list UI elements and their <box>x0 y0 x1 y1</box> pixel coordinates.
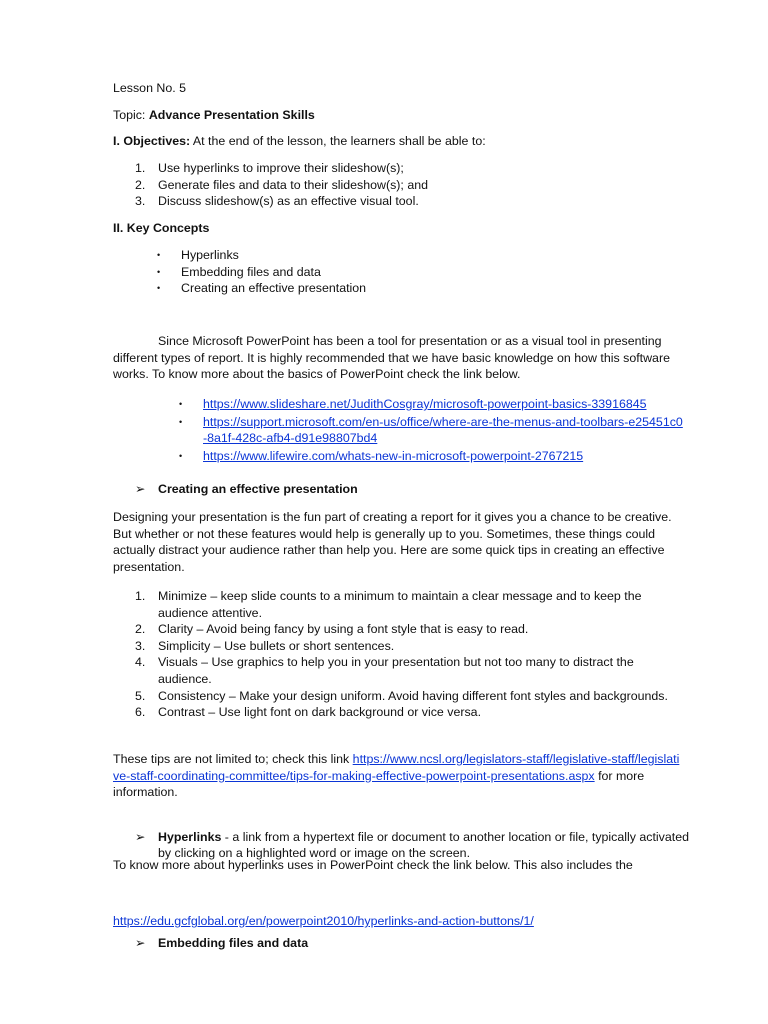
list-item: 2. Clarity – Avoid being fancy by using a font style that is easy to read. <box>135 622 529 637</box>
bullet-icon: • <box>179 399 183 409</box>
list-item <box>113 414 683 447</box>
topic-value: Advance Presentation Skills <box>148 108 315 122</box>
topic-label: Topic: <box>113 108 146 122</box>
list-item: • Creating an effective presentation <box>157 281 367 296</box>
basic-links-list <box>113 396 683 464</box>
lesson-number: Lesson No. 5 <box>113 81 187 95</box>
arrow-bullet-icon: ➢ <box>135 482 146 496</box>
effective-heading: ➢ Creating an effective presentation <box>135 482 358 496</box>
tips-list <box>113 588 683 721</box>
list-item <box>113 396 683 413</box>
objectives-heading <box>113 133 683 150</box>
list-item: 1. Use hyperlinks to improve their slideshow(s); <box>135 161 404 175</box>
more-info-paragraph: These tips are not limited to; check this link https://www.ncsl.org/legislators-staff/legislative-staff/legislative-staff-coordinating-committee/tips-for-making-effective-powerpoint-presentations.aspx for more information. <box>113 752 680 800</box>
hyperlinks-paragraph: To know more about hyperlinks uses in PowerPoint check the link below. This also includes the <box>113 858 633 872</box>
objectives-intro: At the end of the lesson, the learners shall be able to: <box>192 134 486 148</box>
final-link-line <box>113 913 683 930</box>
list-item: 2. Generate files and data to their slideshow(s); and <box>135 177 428 192</box>
bullet-icon: • <box>157 283 161 294</box>
list-item: 6. Contrast – Use light font on dark background or vice versa. <box>135 705 482 720</box>
effective-paragraph: Designing your presentation is the fun part of creating a report for it gives you a chance to be creative. But whether or not these features would help is generally up to you. Sometimes, these things could actually distract your audience rather than help you. Here are some quick tips in creating an effective presentation. <box>113 510 672 574</box>
list-item: 3. Discuss slideshow(s) as an effective visual tool. <box>135 194 419 209</box>
list-item: 1. Minimize – keep slide counts to a minimum to maintain a clear message and to keep the audience attentive. <box>135 589 642 620</box>
link-gcfglobal[interactable]: https://edu.gcfglobal.org/en/powerpoint2010/hyperlinks-and-action-buttons/1/ <box>113 914 534 928</box>
list-item: • Hyperlinks <box>157 248 239 262</box>
arrow-bullet-icon: ➢ <box>135 935 146 950</box>
list-item: • Embedding files and data <box>157 264 321 279</box>
bullet-icon: • <box>179 416 183 427</box>
bullet-icon: • <box>157 250 161 260</box>
link-slideshare[interactable]: https://www.slideshare.net/JudithCosgray/microsoft-powerpoint-basics-33916845 <box>203 397 647 411</box>
list-item: 3. Simplicity – Use bullets or short sentences. <box>135 638 395 653</box>
objectives-label: I. Objectives: <box>113 134 191 148</box>
objectives-list <box>113 160 683 210</box>
link-ncsl[interactable]: https://www.ncsl.org/legislators-staff/legislative-staff/legislative-staff-coordinating-committee/tips-for-making-effective-powerpoint-presentations.aspx <box>113 752 680 783</box>
hyperlinks-definition: ➢ Hyperlinks - a link from a hypertext file or document to another location or file, typically activated by clicking on a highlighted word or image on the screen. <box>135 829 689 861</box>
bullet-icon: • <box>157 266 161 277</box>
topic-line <box>113 107 683 124</box>
list-item <box>113 448 683 465</box>
intro-paragraph: Since Microsoft PowerPoint has been a tool for presentation or as a visual tool in presenting different types of report. It is highly recommended that we have basic knowledge on how this software works. To know more about the basics of PowerPoint check the link below. <box>113 334 670 382</box>
key-concepts-heading: II. Key Concepts <box>113 221 210 235</box>
list-item: 4. Visuals – Use graphics to help you in your presentation but not too many to distract the audience. <box>135 655 634 686</box>
embedding-heading: ➢ Embedding files and data <box>135 935 309 950</box>
arrow-bullet-icon: ➢ <box>135 829 146 844</box>
list-item: 5. Consistency – Make your design uniform. Avoid having different font styles and backgrounds. <box>135 688 668 703</box>
link-lifewire[interactable]: https://www.lifewire.com/whats-new-in-microsoft-powerpoint-2767215 <box>203 448 584 463</box>
bullet-icon: • <box>179 450 183 461</box>
link-microsoft-support[interactable]: https://support.microsoft.com/en-us/office/where-are-the-menus-and-toolbars-e25451c0-8a1f-428c-afb4-d91e98807bd4 <box>203 414 683 446</box>
key-concepts-list <box>113 247 683 297</box>
